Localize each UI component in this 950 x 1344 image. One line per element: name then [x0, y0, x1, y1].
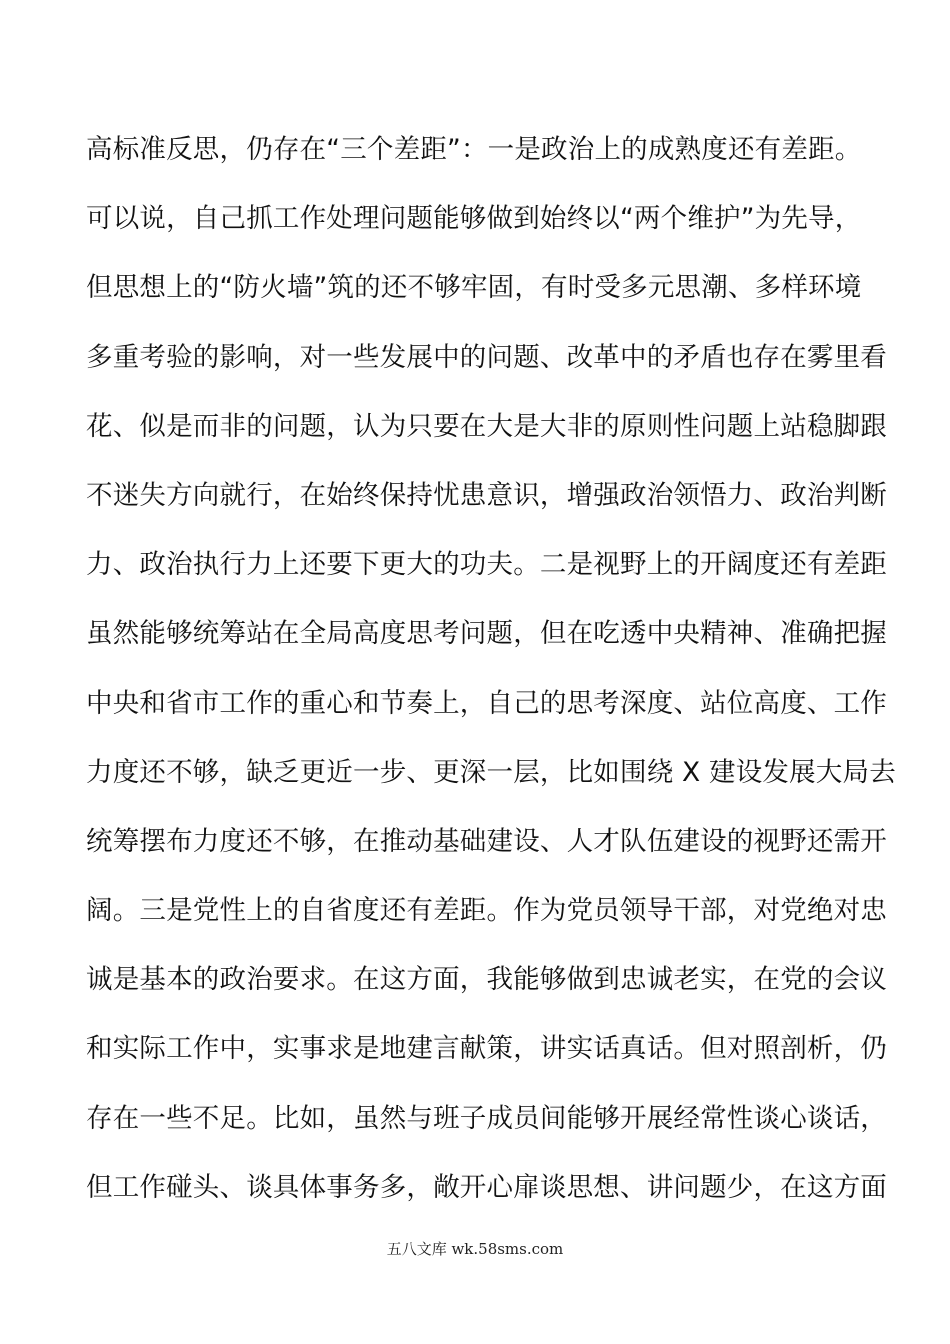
- text-line: 和实际工作中，实事求是地建言献策，讲实话真话。但对照剖析，仍: [86, 1033, 887, 1065]
- text-line: 不迷失方向就行，在始终保持忧患意识，增强政治领悟力、政治判断: [86, 479, 887, 511]
- text-line: 力、政治执行力上还要下更大的功夫。二是视野上的开阔度还有差距: [86, 549, 887, 581]
- text-line: 统筹摆布力度还不够，在推动基础建设、人才队伍建设的视野还需开: [86, 825, 887, 857]
- text-line: 花、似是而非的问题，认为只要在大是大非的原则性问题上站稳脚跟: [86, 410, 887, 442]
- body-text: [86, 127, 896, 1234]
- footer-watermark: 五八文库 wk.58sms.com: [386, 1240, 564, 1258]
- text-line: 中央和省市工作的重心和节奏上，自己的思考深度、站位高度、工作: [86, 687, 887, 719]
- text-line: 多重考验的影响，对一些发展中的问题、改革中的矛盾也存在雾里看: [86, 341, 887, 373]
- text-line: 高标准反思，仍存在“三个差距”：一是政治上的成熟度还有差距。: [86, 134, 862, 165]
- text-line: 阔。三是党性上的自省度还有差距。作为党员领导干部，对党绝对忠: [86, 895, 887, 927]
- text-line: 诚是基本的政治要求。在这方面，我能够做到忠诚老实，在党的会议: [86, 964, 887, 996]
- text-line: 虽然能够统筹站在全局高度思考问题，但在吃透中央精神、准确把握: [86, 618, 887, 650]
- text-line: 存在一些不足。比如，虽然与班子成员间能够开展经常性谈心谈话，: [86, 1102, 887, 1134]
- text-line: 但思想上的“防火墙”筑的还不够牢固，有时受多元思潮、多样环境: [86, 272, 862, 304]
- text-line: 但工作碰头、谈具体事务多，敞开心扉谈思想、讲问题少，在这方面: [86, 1171, 887, 1203]
- text-line: 可以说，自己抓工作处理问题能够做到始终以“两个维护”为先导，: [86, 203, 862, 235]
- text-line: 力度还不够，缺乏更近一步、更深一层，比如围绕 X 建设发展大局去: [86, 756, 896, 788]
